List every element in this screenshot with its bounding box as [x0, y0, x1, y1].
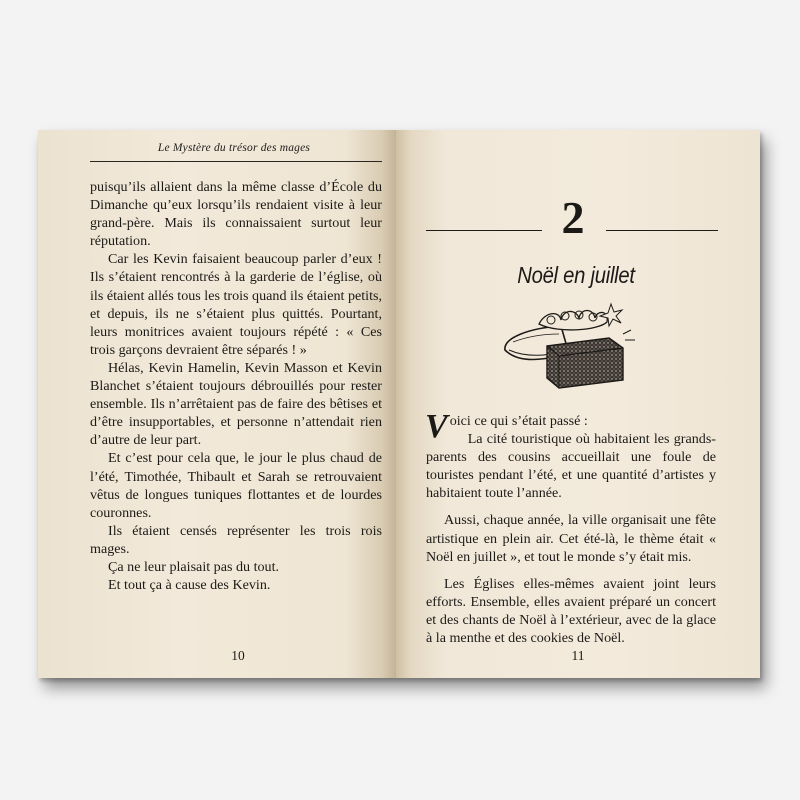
- paragraph-4: Et c’est pour cela que, le jour le plus chaud de l’été, Timothée, Thibault et Sarah se retrouvaient vêtus de longues tuniques flottantes et de lourdes couronnes.: [90, 450, 382, 521]
- paragraph-3: Les Églises elles-mêmes avaient joint leurs efforts. Ensemble, elles avaient préparé un concert et des chants de Noël à l’extérieur, avec de la glace à la menthe et des cookies de Noël.: [426, 575, 716, 647]
- chapter-rule-right: [606, 230, 718, 231]
- page-number: 10: [231, 648, 245, 663]
- open-book: [38, 130, 760, 678]
- left-body-text: [90, 178, 382, 594]
- right-body-text: [425, 408, 716, 647]
- paragraph-7: Et tout ça à cause des Kevin.: [108, 577, 271, 594]
- paragraph-5: Ils étaient censés représenter les trois rois mages.: [90, 522, 382, 557]
- chapter-rule-left: [426, 230, 542, 231]
- right-page: [396, 130, 760, 678]
- paragraph-6: Ça ne leur plaisait pas du tout.: [108, 558, 280, 575]
- page-number: 11: [571, 648, 585, 663]
- dropcap: V: [425, 408, 448, 445]
- gift-box-illustration: [499, 298, 659, 390]
- paragraph-2: Aussi, chaque année, la ville organisait une fête artistique en plein air. Cet été-là, le thème était « Noël en juillet », et tout le monde s’y était mis.: [426, 512, 716, 565]
- left-page: [38, 130, 396, 678]
- paragraph-2: Car les Kevin faisaient beaucoup parler d’eux ! Ils s’étaient rencontrés à la garderie de l’église, où ils étaient allés tous les trois quand ils étaient petits, et depuis, ils ne s’étaient plus quittés. Pourtant, leurs monitrices avaient toujours répété : « Ces trois garçons devraient être séparés ! »: [90, 251, 382, 358]
- chapter-number: 2: [561, 192, 585, 243]
- chapter-title: Noël en juillet: [517, 262, 635, 288]
- opening-text: oici ce qui s’était passé :: [449, 413, 588, 429]
- opening-line: [425, 408, 716, 445]
- running-head-rule: [90, 161, 382, 162]
- paragraph-1: puisqu’ils allaient dans la même classe d’École du Dimanche qu’eux lorsqu’ils rendaient visite à leur grand-père. Mais ils connaissaient surtout leur réputation.: [90, 179, 382, 250]
- paragraph-3: Hélas, Kevin Hamelin, Kevin Masson et Kevin Blanchet s’étaient toujours débrouillés pour rester ensemble. Ils n’arrêtaient pas de faire des bêtises et d’être insupportables, et personne n’attendait rien d’autre de leur part.: [90, 359, 382, 449]
- running-head: Le Mystère du trésor des mages: [157, 142, 311, 154]
- paragraph-1: La cité touristique où habitaient les grands-parents des cousins accueillait une foule de touristes pendant l’été, et une quantité d’artistes y habitaient toute l’année.: [426, 431, 716, 502]
